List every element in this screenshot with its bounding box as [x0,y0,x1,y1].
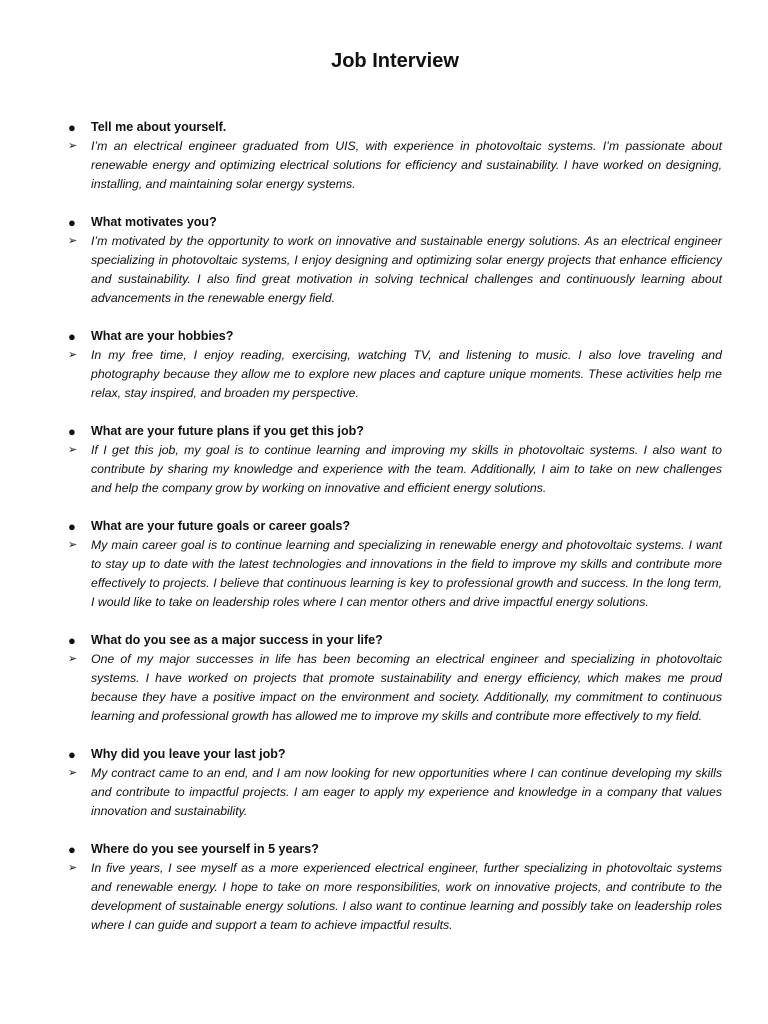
question-row [68,118,722,137]
document-title: Job Interview [331,50,459,72]
arrow-bullet-icon: ➢ [68,140,78,152]
question-row [68,327,722,346]
answer-row [68,346,722,403]
bullet-icon: ● [68,519,76,534]
question-row [68,840,722,859]
question-row [68,745,722,764]
qa-item [68,327,722,403]
answer-text: My main career goal is to continue learning and specializing in renewable energy and photovoltaic systems. I want to stay up to date with the latest technologies and innovations in the field to improve my skills and contribute more effectively to projects. I believe that continuous learning is key to professional growth and success. In the long term, I would like to take on leadership roles where I can mentor others and drive impactful energy solutions. [91,538,722,609]
arrow-bullet-icon: ➢ [68,349,78,361]
question-text: Why did you leave your last job? [91,747,286,761]
question-text: What are your hobbies? [91,329,234,343]
question-text: Where do you see yourself in 5 years? [91,842,319,856]
question-row [68,213,722,232]
arrow-bullet-icon: ➢ [68,862,78,874]
qa-item [68,631,722,726]
qa-item [68,745,722,821]
bullet-icon: ● [68,633,76,648]
answer-text: I’m motivated by the opportunity to work on innovative and sustainable energy solutions. As an electrical engineer specializing in photovoltaic systems, I enjoy designing and optimizing solar energy projects that enhance efficiency and sustainability. I also find great motivation in solving technical challenges and continuously learning about advancements in the renewable energy field. [91,234,722,305]
arrow-bullet-icon: ➢ [68,767,78,779]
question-text: What are your future goals or career goals? [91,519,351,533]
answer-text: If I get this job, my goal is to continue learning and improving my skills in photovoltaic systems. I also want to contribute by sharing my knowledge and experience with the team. Additionally, I aim to take on new challenges and help the company grow by working on innovative and efficient energy solutions. [91,443,722,495]
answer-text: In five years, I see myself as a more experienced electrical engineer, further specializing in photovoltaic systems and renewable energy. I hope to take on more responsibilities, work on innovative projects, and contribute to the development of sustainable energy solutions. I also want to continue learning and possibly take on leadership roles where I can guide and support a team to achieve impactful results. [91,861,722,932]
question-text: What are your future plans if you get this job? [91,424,364,438]
qa-item [68,213,722,308]
answer-row [68,859,722,935]
bullet-icon: ● [68,120,76,135]
bullet-icon: ● [68,215,76,230]
arrow-bullet-icon: ➢ [68,235,78,247]
answer-row [68,232,722,308]
question-row [68,517,722,536]
question-row [68,422,722,441]
qa-item [68,840,722,935]
question-text: What motivates you? [91,215,217,229]
answer-text: One of my major successes in life has been becoming an electrical engineer and specializing in photovoltaic systems. I have worked on projects that promote sustainability and energy efficiency, which makes me proud because they have a positive impact on the environment and society. Additionally, my commitment to continuous learning and professional growth has allowed me to improve my skills and contribute more effectively to my field. [91,652,722,723]
answer-row [68,536,722,612]
qa-item [68,517,722,612]
bullet-icon: ● [68,424,76,439]
question-text: Tell me about yourself. [91,120,227,134]
bullet-icon: ● [68,329,76,344]
arrow-bullet-icon: ➢ [68,444,78,456]
qa-item [68,118,722,194]
arrow-bullet-icon: ➢ [68,539,78,551]
answer-row [68,650,722,726]
answer-row [68,764,722,821]
answer-row [68,441,722,498]
answer-row [68,137,722,194]
question-row [68,631,722,650]
bullet-icon: ● [68,842,76,857]
bullet-icon: ● [68,747,76,762]
answer-text: I’m an electrical engineer graduated from UIS, with experience in photovoltaic systems. I’m passionate about renewable energy and optimizing electrical solutions for efficiency and sustainability. I have worked on designing, installing, and maintaining solar energy systems. [91,139,722,191]
answer-text: My contract came to an end, and I am now looking for new opportunities where I can continue developing my skills and contribute to impactful projects. I am eager to apply my experience and knowledge in a company that values innovation and sustainability. [91,766,722,818]
arrow-bullet-icon: ➢ [68,653,78,665]
answer-text: In my free time, I enjoy reading, exercising, watching TV, and listening to music. I also love traveling and photography because they allow me to explore new places and capture unique moments. These activities help me relax, stay inspired, and broaden my perspective. [91,348,722,400]
question-text: What do you see as a major success in your life? [91,633,383,647]
qa-item [68,422,722,498]
